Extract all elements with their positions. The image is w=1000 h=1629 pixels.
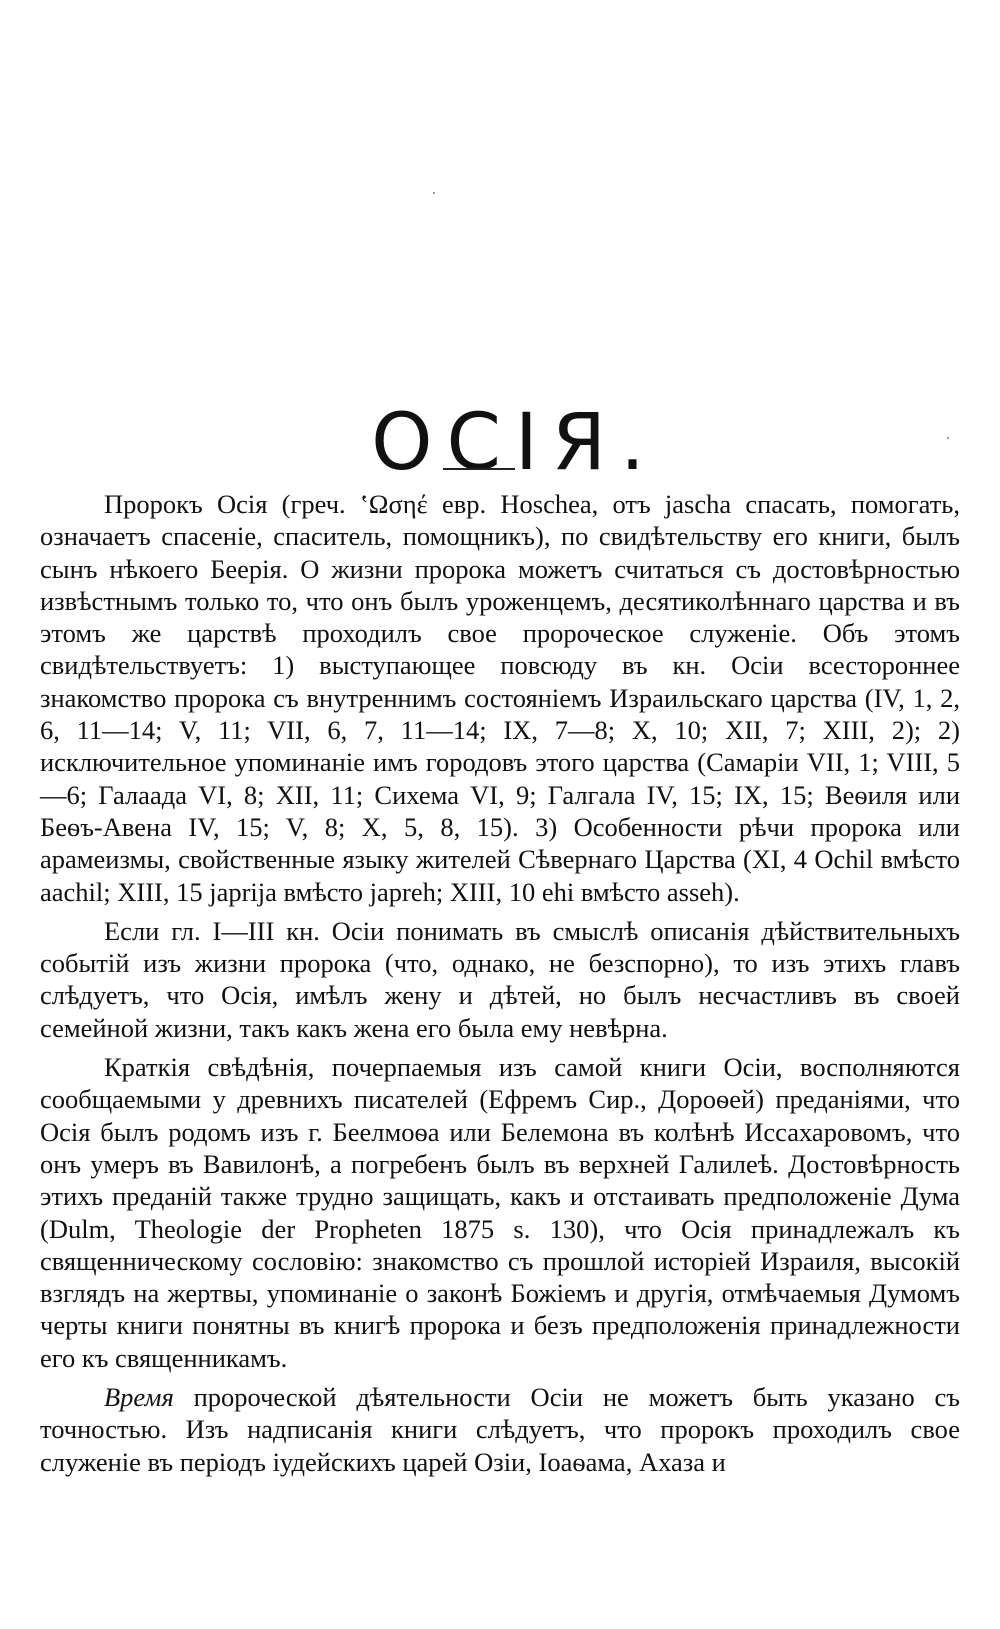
paragraph-text: Если гл. I—III кн. Осіи понимать въ смыслѣ описанія дѣйствительныхъ событій изъ жизни пророка (что, однако, не безспорно), то изъ этихъ главъ слѣдуетъ, что Осія, имѣлъ жену и дѣтей, но былъ несчастливъ въ своей семейной жизни, такъ какъ жена его была ему невѣрна. [40,915,960,1043]
paragraph-text: Пророкъ Осія (греч. ʽΩσηέ евр. Hoschea, отъ jascha спасать, помогать, означаетъ спасеніе, спаситель, помощникъ), по свидѣтельству его книги, былъ сынъ нѣкоего Беерія. О жизни пророка можетъ считаться съ достовѣрностью извѣстнымъ только то, что онъ былъ уроженцемъ, десятиколѣннаго царства и въ этомъ же царствѣ проходилъ свое пророческое служеніе. Объ этомъ свидѣтельствуетъ: 1) выступающее повсюду въ кн. Осіи всестороннее знакомство пророка съ внутреннимъ состояніемъ Израильскаго царства (IV, 1, 2, 6, 11—14; V, 11; VII, 6, 7, 11—14; IX, 7—8; X, 10; XII, 7; XIII, 2); 2) исключительное упоминаніе имъ городовъ этого царства (Самаріи VII, 1; VIII, 5—6; Галаада VI, 8; XII, 11; Сихема VI, 9; Галгала IV, 15; IX, 15; Веѳиля или Беѳъ-Авена IV, 15; V, 8; X, 5, 8, 15). 3) Особенности рѣчи пророка или арамеизмы, свойственные языку жителей Сѣвернаго Царства (XI, 4 Ochil вмѣсто aachil; XIII, 15 japrija вмѣсто japreh; XIII, 10 ehi вмѣсто asseh). [40,489,960,907]
page-title: ОСІЯ. [371,398,659,489]
dust-speck [433,192,435,194]
paragraph-lead-word: Время [104,1382,174,1413]
paragraph-text: пророческой дѣятельности Осіи не можетъ быть указано съ точностью. Изъ надписанія книги слѣдуетъ, что пророкъ проходилъ свое служеніе въ періодъ іудейскихъ царей Озіи, Іоаѳама, Ахаза и [40,1382,960,1477]
paragraph-3 [40,1051,960,1374]
title-divider [443,468,515,470]
paragraph-text: Краткія свѣдѣнія, почерпаемыя изъ самой книги Осіи, восполняются сообщаемыми у древнихъ писателей (Ефремъ Сир., Дороѳей) преданіями, что Осія былъ родомъ изъ г. Беелмоѳа или Белемона въ колѣнѣ Иссахаровомъ, что онъ умеръ въ Вавилонѣ, а погребенъ былъ въ верхней Галилеѣ. Достовѣрность этихъ преданій также трудно защищать, какъ и отстаивать предположеніе Дума (Dulm, Theologie der Propheten 1875 s. 130), что Осія принадлежалъ къ священническому сословію: знакомство съ прошлой исторіей Израиля, высокій взглядъ на жертвы, упоминаніе о законѣ Божіемъ и другія, отмѣчаемыя Думомъ черты книги понятны въ книгѣ пророка и безъ предположенія принадлежности его къ священникамъ. [40,1052,960,1373]
paragraph-4 [40,1381,960,1478]
body-text [40,488,960,1478]
paragraph-2 [40,915,960,1044]
paragraph-1 [40,488,960,908]
